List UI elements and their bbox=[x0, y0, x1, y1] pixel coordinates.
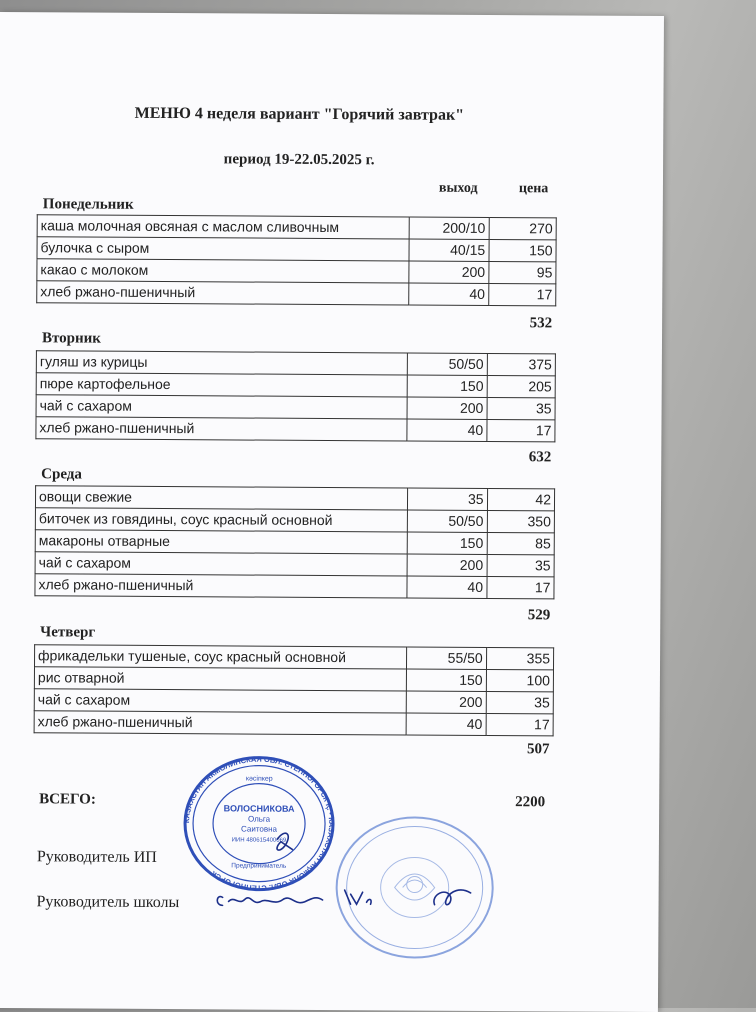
menu-table-tuesday bbox=[35, 350, 556, 442]
dish-name: фрикадельки тушеные, соус красный основной bbox=[35, 645, 408, 669]
school-head-signature bbox=[194, 875, 494, 927]
stamp-surname: ВОЛОСНИКОВА bbox=[223, 803, 295, 814]
dish-output: 150 bbox=[407, 532, 487, 554]
table-row bbox=[35, 486, 554, 511]
stamp-ring-text: КАЗАХСТАН АКМОЛИНСКАЯ ОБЛ. СТЕПНОГОРСК Қ. • КАЗАХСТАН АҚМОЛА ОБЛ. СТЕПНОГОРСК bbox=[182, 754, 337, 893]
dish-name: чай с сахаром bbox=[36, 395, 407, 419]
dish-price: 17 bbox=[486, 713, 553, 735]
stamp-first-name: Ольга bbox=[247, 814, 271, 824]
grand-total-value: 2200 bbox=[515, 794, 546, 811]
day-total-tuesday: 632 bbox=[528, 449, 552, 466]
dish-price: 17 bbox=[488, 283, 555, 305]
day-total-wednesday: 529 bbox=[527, 607, 551, 624]
dish-name: чай с сахаром bbox=[35, 552, 407, 576]
dish-price: 35 bbox=[486, 691, 553, 713]
dish-output: 150 bbox=[407, 669, 486, 691]
day-total-monday: 532 bbox=[529, 315, 553, 332]
dish-output: 200 bbox=[409, 261, 489, 283]
dish-price: 17 bbox=[487, 419, 555, 441]
menu-table-monday bbox=[36, 214, 557, 306]
dish-output: 55/50 bbox=[407, 647, 486, 669]
dish-output: 50/50 bbox=[407, 353, 487, 375]
dish-output: 50/50 bbox=[407, 510, 487, 532]
table-row bbox=[35, 574, 554, 599]
dish-name: хлеб ржано-пшеничный bbox=[37, 281, 409, 305]
dish-name: биточек из говядины, соус красный основной bbox=[35, 508, 407, 532]
menu-title: МЕНЮ 4 неделя вариант "Горячий завтрак" bbox=[134, 104, 465, 124]
dish-output: 40 bbox=[406, 419, 486, 441]
dish-price: 35 bbox=[487, 554, 555, 576]
dish-price: 355 bbox=[486, 647, 553, 669]
table-row bbox=[37, 215, 556, 240]
dish-name: гуляш из курицы bbox=[36, 351, 407, 375]
day-heading-tuesday: Вторник bbox=[41, 330, 102, 347]
dish-output: 150 bbox=[407, 375, 487, 397]
table-row bbox=[35, 552, 554, 577]
dish-price: 85 bbox=[487, 532, 555, 554]
dish-output: 40 bbox=[407, 576, 487, 598]
table-row bbox=[37, 259, 556, 284]
stamp-middle-name: Саитовна bbox=[241, 824, 278, 834]
menu-period: период 19-22.05.2025 г. bbox=[223, 151, 375, 169]
table-row bbox=[36, 417, 555, 442]
dish-name: макароны отварные bbox=[35, 530, 407, 554]
dish-output: 200 bbox=[407, 691, 486, 713]
table-row bbox=[37, 237, 556, 262]
table-row bbox=[36, 373, 555, 398]
table-row bbox=[36, 395, 555, 420]
table-row bbox=[34, 667, 553, 692]
dish-name: хлеб ржано-пшеничный bbox=[36, 417, 407, 441]
dish-output: 200 bbox=[407, 397, 487, 419]
ip-stamp-seal bbox=[181, 753, 338, 894]
dish-price: 17 bbox=[486, 576, 554, 598]
school-head-label: Руководитель школы bbox=[36, 893, 180, 912]
dish-price: 350 bbox=[487, 510, 555, 532]
menu-document bbox=[0, 12, 664, 1012]
dish-price: 375 bbox=[487, 353, 555, 375]
dish-price: 270 bbox=[489, 217, 556, 239]
dish-price: 35 bbox=[487, 397, 555, 419]
dish-price: 150 bbox=[489, 239, 556, 261]
stamp-kind: Предприниматель bbox=[231, 862, 287, 870]
dish-output: 40/15 bbox=[409, 239, 489, 261]
dish-output: 40 bbox=[406, 713, 485, 735]
dish-output: 40 bbox=[409, 283, 489, 305]
dish-name: хлеб ржано-пшеничный bbox=[34, 711, 407, 735]
menu-table-wednesday bbox=[34, 485, 555, 599]
table-row bbox=[35, 508, 554, 533]
dish-price: 42 bbox=[487, 488, 555, 510]
table-row bbox=[34, 689, 553, 714]
table-row bbox=[37, 281, 556, 306]
dish-name: рис отварной bbox=[34, 667, 407, 691]
dish-name: булочка с сыром bbox=[37, 237, 409, 261]
column-header-output: выход bbox=[438, 180, 478, 196]
table-row bbox=[35, 530, 554, 555]
day-total-thursday: 507 bbox=[526, 741, 550, 758]
table-row bbox=[35, 645, 554, 670]
dish-name: овощи свежие bbox=[35, 486, 407, 510]
stamp-kaz-text: кәсіпкер bbox=[245, 775, 273, 783]
dish-name: хлеб ржано-пшеничный bbox=[35, 574, 407, 598]
day-heading-thursday: Четверг bbox=[40, 624, 96, 641]
dish-output: 200/10 bbox=[409, 217, 489, 239]
dish-name: каша молочная овсяная с маслом сливочным bbox=[37, 215, 409, 239]
dish-output: 200 bbox=[407, 554, 487, 576]
dish-output: 35 bbox=[408, 488, 488, 510]
menu-table-thursday bbox=[34, 644, 555, 736]
stamp-inn: ИИН 480615400069 bbox=[231, 837, 287, 844]
dish-name: чай с сахаром bbox=[34, 689, 407, 713]
column-header-price: цена bbox=[518, 181, 549, 197]
table-row bbox=[36, 351, 555, 376]
grand-total-label: ВСЕГО: bbox=[39, 791, 96, 808]
dish-price: 205 bbox=[487, 375, 555, 397]
ip-head-label: Руководитель ИП bbox=[36, 848, 157, 866]
day-heading-wednesday: Среда bbox=[41, 466, 82, 483]
dish-name: пюре картофельное bbox=[36, 373, 407, 397]
dish-name: какао с молоком bbox=[37, 259, 409, 283]
dish-price: 100 bbox=[486, 669, 553, 691]
day-heading-monday: Понедельник bbox=[42, 196, 134, 213]
dish-price: 95 bbox=[489, 261, 556, 283]
table-row bbox=[34, 711, 553, 736]
